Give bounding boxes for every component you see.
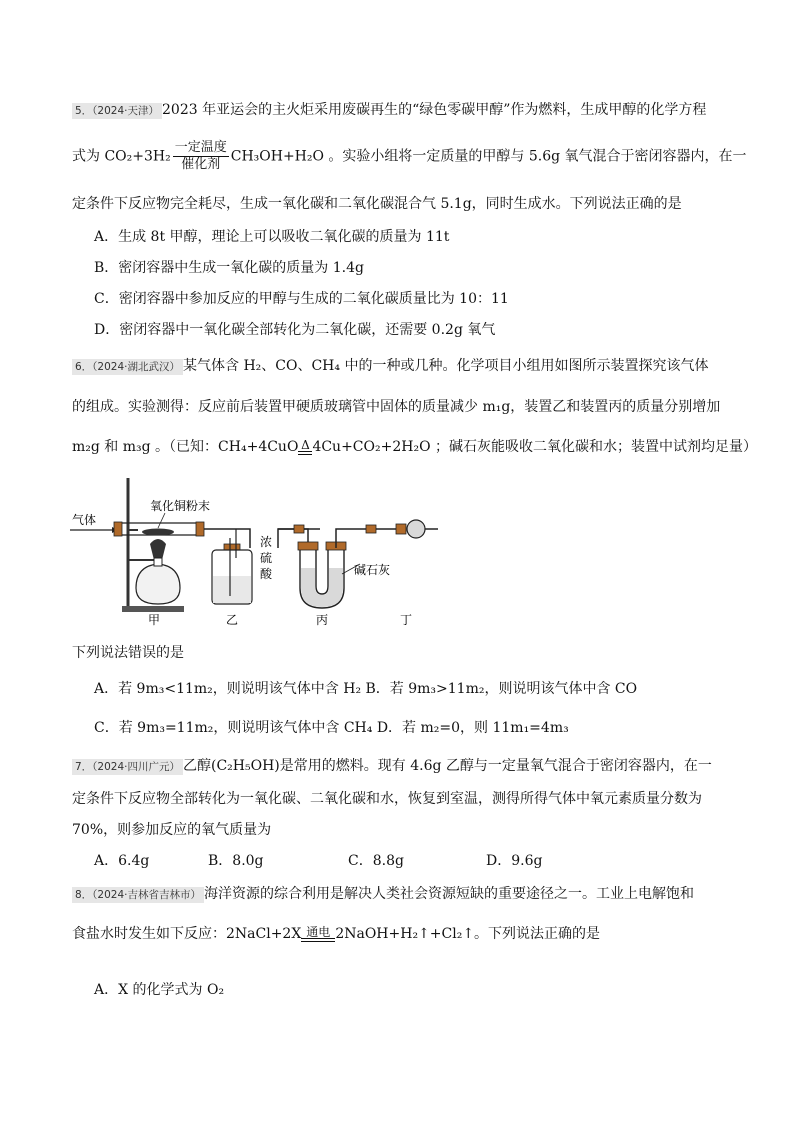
- q6-options-ab[interactable]: A．若 9m₃<11m₂，则说明该气体中含 H₂ B．若 9m₃>11m₂，则说明该气体中含 CO: [94, 681, 638, 697]
- q5-source-tag: 5．（2024·天津）: [72, 103, 162, 119]
- label-conc-acid-3: 酸: [260, 567, 273, 581]
- heating-condition: Δ: [298, 439, 312, 455]
- drying-tube-ding: [407, 520, 425, 538]
- q7-option-d[interactable]: D．9.6g: [486, 853, 543, 869]
- stand-base: [122, 606, 184, 612]
- q5-line-2: 式为 CO₂+3H₂ $\frac{\text{一定温度}}{\text{催化剂}}$ CH₃OH+H₂O 。实验小组将一定质量的甲醇与 5.6g 氧气混合于密闭容器内，在一: [72, 140, 747, 172]
- q7-option-c[interactable]: C．8.8g: [348, 853, 404, 869]
- q8-line-2: 食盐水时发生如下反应：2NaCl+2X 通电 2NaOH+H₂↑+Cl₂↑。下列说法正确的是: [72, 925, 601, 942]
- label-yi: 乙: [226, 613, 239, 627]
- q8-source-tag: 8．（2024·吉林省吉林市）: [72, 887, 204, 903]
- alcohol-lamp: [136, 564, 180, 604]
- q6-line-2: 的组成。实验测得：反应前后装置甲硬质玻璃管中固体的质量减少 m₁g，装置乙和装置丙的质量分别增加: [72, 399, 721, 415]
- q5-option-c[interactable]: C．密闭容器中参加反应的甲醇与生成的二氧化碳质量比为 10：11: [94, 291, 509, 307]
- q5-option-b[interactable]: B．密闭容器中生成一氧化碳的质量为 1.4g: [94, 260, 364, 276]
- q6-line-3: m₂g 和 m₃g 。（已知：CH₄+4CuO Δ 4Cu+CO₂+2H₂O ；碱石灰能吸收二氧化碳和水；装置中试剂均足量）: [72, 438, 757, 455]
- q5-option-a[interactable]: A．生成 8t 甲醇，理论上可以吸收二氧化碳的质量为 11t: [94, 229, 450, 245]
- electrolysis-condition: 通电: [301, 926, 335, 942]
- q7-line-3: 70%，则参加反应的氧气质量为: [72, 822, 272, 838]
- label-bing: 丙: [316, 613, 329, 627]
- label-copper-oxide: 氧化铜粉末: [150, 499, 211, 513]
- q6-options-cd[interactable]: C．若 9m₃=11m₂，则说明该气体中含 CH₄ D．若 m₂=0，则 11m₁=4m₃: [94, 720, 569, 736]
- label-conc-acid-2: 硫: [260, 551, 273, 565]
- label-soda-lime: 碱石灰: [354, 563, 391, 577]
- q5-line-1: 5．（2024·天津） 2023 年亚运会的主火炬采用废碳再生的“绿色零碳甲醇”作为燃料，生成甲醇的化学方程: [72, 100, 706, 121]
- q5-line-3: 定条件下反应物完全耗尽，生成一氧化碳和二氧化碳混合气 5.1g，同时生成水。下列说法正确的是: [72, 196, 682, 212]
- q7-option-a[interactable]: A．6.4g: [94, 853, 150, 869]
- q8-line-1: 8．（2024·吉林省吉林市） 海洋资源的综合利用是解决人类社会资源短缺的重要途径之一。工业上电解饱和: [72, 884, 694, 905]
- label-jia: 甲: [148, 613, 161, 627]
- flame: [150, 539, 166, 560]
- label-ding: 丁: [400, 613, 413, 627]
- q7-line-2: 定条件下反应物全部转化为一氧化碳、二氧化碳和水，恢复到室温，测得所得气体中氧元素质量分数为: [72, 791, 702, 807]
- apparatus-diagram: [70, 478, 440, 628]
- q6-prompt: 下列说法错误的是: [72, 645, 184, 661]
- q6-line-1: 6．（2024·湖北武汉） 某气体含 H₂、CO、CH₄ 中的一种或几种。化学项目小组用如图所示装置探究该气体: [72, 356, 708, 377]
- q5-option-d[interactable]: D．密闭容器中一氧化碳全部转化为二氧化碳，还需要 0.2g 氧气: [94, 322, 496, 338]
- q6-source-tag: 6．（2024·湖北武汉）: [72, 359, 183, 375]
- q8-option-a[interactable]: A．X 的化学式为 O₂: [94, 982, 225, 998]
- label-gas: 气体: [72, 513, 97, 527]
- copper-oxide-powder: [142, 529, 174, 536]
- label-conc-acid-1: 浓: [260, 535, 273, 549]
- reaction-condition: $\frac{\text{一定温度}}{\text{催化剂}}$: [174, 140, 227, 172]
- q7-source-tag: 7．（2024·四川广元）: [72, 759, 183, 775]
- q7-option-b[interactable]: B．8.0g: [208, 853, 264, 869]
- q7-line-1: 7．（2024·四川广元） 乙醇(C₂H₅OH)是常用的燃料。现有 4.6g 乙醇与一定量氧气混合于密闭容器内，在一: [72, 756, 712, 777]
